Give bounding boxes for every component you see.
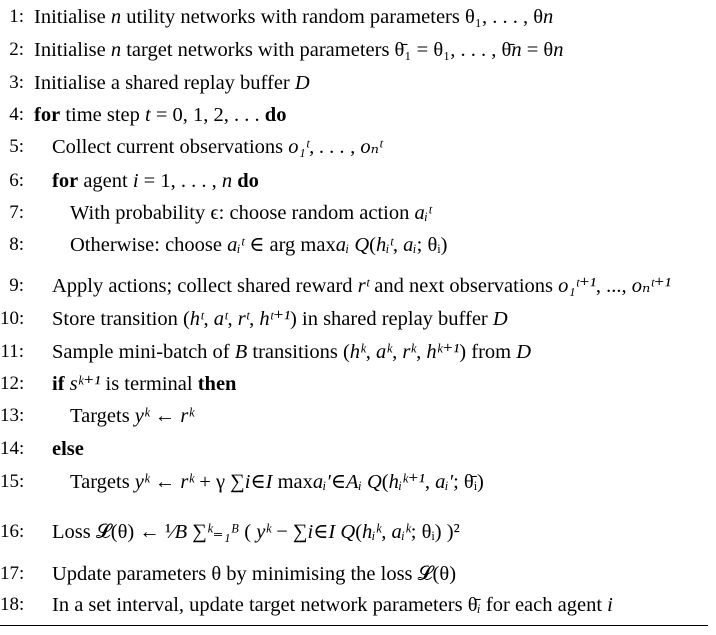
text-run: utility networks with random parameters θ₁, . . . , θ <box>121 6 544 28</box>
line-number: 8: <box>9 234 24 255</box>
line-number: 4: <box>9 104 24 125</box>
text-run: , <box>365 341 377 363</box>
text-run: n <box>511 39 522 61</box>
text-run: o₁ᵗ, . . . , oₙᵗ <box>288 136 383 158</box>
line-number: 13: <box>0 405 25 426</box>
text-run: = 0, 1, 2, . . . <box>150 104 265 126</box>
line-number: 2: <box>9 39 24 60</box>
text-run: , <box>416 341 427 363</box>
text-run: Targets <box>70 405 135 427</box>
text-run: time step <box>60 104 146 126</box>
text-run: , <box>227 308 238 330</box>
text-run: ← <box>149 471 181 493</box>
line-number: 7: <box>9 202 24 223</box>
text-run: rᵏ <box>180 471 195 493</box>
text-run: ; θ̄ᵢ) <box>453 471 484 493</box>
text-run: n <box>553 39 564 61</box>
text-run: then <box>197 373 237 395</box>
text-run: i∈I <box>244 471 273 493</box>
text-run: ) from <box>459 341 517 363</box>
line-text <box>52 131 382 163</box>
text-run: aᵏ <box>376 341 393 363</box>
algorithm-line <box>0 303 716 335</box>
text-run: , <box>381 521 392 543</box>
line-number: 5: <box>9 136 24 157</box>
line-text <box>52 303 508 335</box>
text-run: Loss 𝓛(θ) ← ¹⁄ <box>52 521 175 543</box>
text-run: Apply actions; collect shared reward <box>52 275 358 297</box>
algorithm-line <box>0 466 716 498</box>
algorithm-line <box>0 131 716 163</box>
text-run: max <box>272 471 313 493</box>
text-run: B <box>234 341 248 363</box>
line-number: 18: <box>0 594 25 615</box>
text-run: else <box>52 438 84 460</box>
text-run: agent <box>78 170 133 192</box>
line-text <box>70 466 484 498</box>
text-run: = 1, . . . , <box>138 170 222 192</box>
text-run: Update parameters θ by minimising the loss 𝓛(θ) <box>52 563 457 585</box>
line-text <box>34 67 310 99</box>
text-run: hᵢᵗ <box>375 234 393 256</box>
line-text <box>52 558 456 590</box>
text-run: if <box>52 373 65 395</box>
text-run: ᵏ₌₁ᴮ <box>206 521 240 543</box>
line-number: 9: <box>9 275 24 296</box>
line-text <box>52 368 236 400</box>
text-run: ( <box>355 521 363 543</box>
text-run: ( <box>239 521 257 543</box>
text-run: ᵢ <box>477 594 481 616</box>
text-run: Sample mini-batch of <box>52 341 235 363</box>
line-number: 10: <box>0 308 25 329</box>
text-run: n <box>110 39 122 61</box>
text-run: target networks with parameters θ̄₁ = θ₁, . . . , θ̄ <box>121 39 512 61</box>
algorithm-line <box>0 99 716 131</box>
text-run: Store transition ( <box>52 308 190 330</box>
line-number: 3: <box>9 72 24 93</box>
line-text <box>52 336 531 368</box>
algorithm-line <box>0 165 716 197</box>
algorithm-line <box>0 34 716 66</box>
text-run: is terminal <box>100 373 198 395</box>
text-run: o₁ᵗ⁺¹ <box>558 275 596 297</box>
text-run: n <box>543 6 554 28</box>
text-run: rᵗ <box>237 308 250 330</box>
text-run: With probability ϵ: choose random action <box>70 202 415 224</box>
algorithm-line <box>0 400 716 432</box>
text-run: ; θᵢ) <box>416 234 448 256</box>
line-text <box>34 1 553 33</box>
text-run: Targets <box>70 471 135 493</box>
text-run: hᵗ <box>189 308 204 330</box>
algorithm-line <box>0 558 716 590</box>
algorithm-line <box>0 589 716 621</box>
line-text <box>52 433 84 465</box>
text-run: and next observations <box>369 275 559 297</box>
text-run: hᵏ <box>349 341 366 363</box>
line-text <box>52 165 259 197</box>
text-run: aᵢᵏ <box>391 521 411 543</box>
line-number: 16: <box>0 521 25 542</box>
text-run: In a set interval, update target network parameters θ̄ <box>52 594 478 616</box>
algorithm-line <box>0 433 716 465</box>
algorithm-line <box>0 516 716 548</box>
text-run: aᵢ <box>335 234 350 256</box>
text-run: rᵗ <box>357 275 370 297</box>
line-text <box>70 197 431 229</box>
algorithm-line <box>0 67 716 99</box>
text-run: yᵏ <box>134 471 150 493</box>
text-run: Initialise a shared replay buffer <box>34 72 295 94</box>
text-run: aᵢᵗ <box>414 202 432 224</box>
text-run: aᵢ <box>403 234 417 256</box>
text-run: i <box>132 170 139 192</box>
line-text <box>70 229 448 261</box>
algorithm-line <box>0 229 716 261</box>
text-run: , <box>249 308 260 330</box>
line-number: 12: <box>0 373 25 394</box>
line-number: 6: <box>9 170 24 191</box>
text-run: for <box>52 170 79 192</box>
text-run: Q <box>354 234 370 256</box>
text-run: rᵏ <box>402 341 417 363</box>
text-run: Otherwise: choose <box>70 234 228 256</box>
line-number: 15: <box>0 471 25 492</box>
text-run: sᵏ⁺¹ <box>69 373 101 395</box>
text-run: − ∑ <box>271 521 308 543</box>
algorithm-line <box>0 197 716 229</box>
line-text <box>52 589 613 621</box>
algorithm-line <box>0 336 716 368</box>
text-run: i <box>607 594 613 616</box>
text-run: , <box>424 471 436 493</box>
text-run: aᵢ′ <box>435 471 454 493</box>
text-run: rᵏ <box>180 405 195 427</box>
text-run: Initialise <box>34 39 111 61</box>
line-number: 17: <box>0 563 25 584</box>
text-run: Q <box>366 471 382 493</box>
text-run: i∈I <box>307 521 336 543</box>
text-run: aᵗ <box>213 308 228 330</box>
line-number: 14: <box>0 438 25 459</box>
algorithm-line <box>0 270 716 302</box>
text-run: n <box>110 6 122 28</box>
line-number: 11: <box>0 341 24 362</box>
line-text <box>34 99 286 131</box>
algorithm-line <box>0 368 716 400</box>
text-run: D <box>294 72 310 94</box>
text-run: ∑ <box>187 521 207 543</box>
text-run: do <box>264 104 287 126</box>
line-text <box>52 516 460 548</box>
text-run: t <box>145 104 151 126</box>
text-run: ) in shared replay buffer <box>290 308 493 330</box>
text-run: hᵏ⁺¹ <box>426 341 460 363</box>
text-run: ∈ arg max <box>244 234 336 256</box>
text-run: for <box>34 104 61 126</box>
text-run: ← <box>149 405 181 427</box>
text-run: transitions ( <box>247 341 350 363</box>
text-run: , <box>392 234 404 256</box>
text-run: for each agent <box>480 594 608 616</box>
text-run: aᵢ′∈Aᵢ <box>312 471 362 493</box>
text-run: Initialise <box>34 6 111 28</box>
text-run: ; θᵢ) )² <box>410 521 460 543</box>
algorithm-line <box>0 1 716 33</box>
text-run: Q <box>340 521 356 543</box>
text-run: hᵢᵏ⁺¹ <box>388 471 425 493</box>
text-run: , <box>392 341 403 363</box>
text-run: oₙᵗ⁺¹ <box>631 275 671 297</box>
text-run: Collect current observations <box>52 136 289 158</box>
text-run: yᵏ <box>134 405 150 427</box>
text-run: ( <box>369 234 376 256</box>
text-run: yᵏ <box>256 521 272 543</box>
text-run: aᵢᵗ <box>227 234 245 256</box>
text-run: = θ <box>521 39 554 61</box>
text-run: + γ ∑ <box>194 471 245 493</box>
text-run: D <box>492 308 508 330</box>
line-text <box>70 400 194 432</box>
text-run: do <box>232 170 259 192</box>
text-run: B <box>174 521 188 543</box>
text-run: ( <box>381 471 389 493</box>
line-text <box>34 34 564 66</box>
line-text <box>52 270 671 302</box>
text-run: , ..., <box>595 275 632 297</box>
text-run: D <box>516 341 532 363</box>
bottom-rule <box>0 625 708 626</box>
text-run: , <box>203 308 214 330</box>
text-run: n <box>221 170 233 192</box>
text-run: hᵗ⁺¹ <box>259 308 291 330</box>
line-number: 1: <box>9 6 24 27</box>
text-run: hᵢᵏ <box>362 521 382 543</box>
